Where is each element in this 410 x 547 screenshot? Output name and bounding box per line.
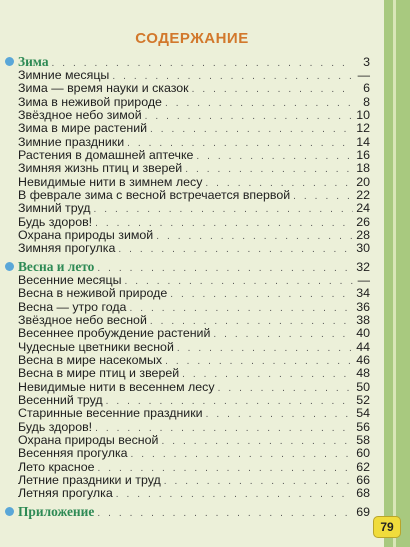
- toc-entry-label: Звёздное небо зимой: [18, 108, 142, 123]
- toc-entry-label: Весенняя прогулка: [18, 446, 128, 461]
- toc-entry-row: [18, 354, 370, 367]
- toc-entry-label: Невидимые нити в зимнем лесу: [18, 174, 203, 189]
- section-bullet-icon: [5, 57, 14, 66]
- toc-entry-row: [18, 69, 370, 82]
- toc-section-label: Весна и лето: [18, 258, 95, 274]
- toc-entry-row: [18, 327, 370, 340]
- dot-leader: [118, 243, 353, 256]
- toc-page-number: 16: [356, 148, 370, 163]
- toc-section-label: Приложение: [18, 503, 95, 519]
- toc-page-number: 46: [356, 352, 370, 367]
- toc-page-number: 54: [356, 406, 370, 421]
- toc-entry-row: [18, 109, 370, 122]
- toc-page-number: 8: [363, 94, 370, 109]
- toc-entry-label: Летняя прогулка: [18, 486, 113, 501]
- toc-page-number: 30: [356, 241, 370, 256]
- dot-leader: [165, 97, 353, 110]
- toc-page-number: 24: [356, 201, 370, 216]
- toc-entry-row: [18, 301, 370, 314]
- toc-entry-label: Весна — утро года: [18, 299, 127, 314]
- toc-page-number: —: [357, 68, 370, 82]
- toc-page-number: 52: [356, 392, 370, 407]
- toc-page-number: 22: [356, 188, 370, 203]
- toc-entry-row: [18, 216, 370, 229]
- toc-page-number: 44: [356, 339, 370, 354]
- toc-entry-label: Зимняя жизнь птиц и зверей: [18, 161, 183, 176]
- toc-entry-label: Зима — время науки и сказок: [18, 81, 189, 96]
- toc-entry-label: Весна в мире птиц и зверей: [18, 366, 180, 381]
- toc-entry-label: Весенний труд: [18, 392, 103, 407]
- dot-leader: [156, 230, 353, 243]
- dot-leader: [165, 355, 353, 368]
- dot-leader: [145, 110, 353, 123]
- page-number-badge: 79: [373, 516, 401, 538]
- toc-page-number: 26: [356, 214, 370, 229]
- toc-entry-label: Зима в неживой природе: [18, 94, 162, 109]
- dot-leader: [94, 203, 354, 216]
- toc-page-number: 56: [356, 419, 370, 434]
- toc-entry-label: Зимние праздники: [18, 134, 125, 149]
- dot-leader: [185, 163, 353, 176]
- toc-entry-row: [18, 96, 370, 109]
- toc-entry-row: [18, 434, 370, 447]
- side-decoration-stripe: [393, 0, 396, 547]
- toc-page-number: 68: [356, 486, 370, 501]
- dot-leader: [213, 328, 353, 341]
- toc-page-number: 40: [356, 326, 370, 341]
- toc-entry-row: [18, 149, 370, 162]
- toc-entry-label: В феврале зима с весной встречается впервой: [18, 188, 291, 203]
- toc-entry-row: [18, 274, 370, 287]
- dot-leader: [97, 506, 353, 521]
- toc-page-number: 28: [356, 228, 370, 243]
- toc-page-number: 66: [356, 472, 370, 487]
- toc-entry-label: Невидимые нити в весеннем лесу: [18, 379, 215, 394]
- toc-page-number: 18: [356, 161, 370, 176]
- toc-entry-label: Весна в неживой природе: [18, 286, 168, 301]
- toc-page-number: 50: [356, 379, 370, 394]
- toc-entry-row: [18, 176, 370, 189]
- side-decoration-band: [384, 0, 410, 547]
- toc-entry-label: Охрана природы весной: [18, 432, 159, 447]
- toc-entry-label: Чудесные цветники весной: [18, 339, 174, 354]
- dot-leader: [293, 190, 353, 203]
- toc-entry-row: [18, 367, 370, 380]
- toc-page-number: 6: [363, 81, 370, 96]
- section-bullet-icon: [5, 262, 14, 271]
- toc-page-number: 14: [356, 134, 370, 149]
- toc-page-number: 38: [356, 312, 370, 327]
- toc-page-number: 69: [356, 504, 370, 519]
- toc-page-number: 10: [356, 108, 370, 123]
- dot-leader: [150, 123, 353, 136]
- toc-entry-label: Зима в мире растений: [18, 121, 148, 136]
- toc-entry-row: [18, 394, 370, 407]
- toc-entry-row: [18, 314, 370, 327]
- toc-entry-row: [18, 202, 370, 215]
- toc-entry-label: Весенние месяцы: [18, 272, 122, 287]
- toc-page-number: 58: [356, 432, 370, 447]
- toc-entry-label: Растения в домашней аптечке: [18, 148, 194, 163]
- toc-entry-row: [18, 162, 370, 175]
- toc-entry-row: [18, 421, 370, 434]
- toc-entry-row: [18, 229, 370, 242]
- toc-section-label: Зима: [18, 54, 49, 69]
- toc-entry-row: [18, 136, 370, 149]
- dot-leader: [206, 408, 353, 421]
- toc-entry-label: Зимние месяцы: [18, 68, 110, 82]
- toc-page-number: 12: [356, 121, 370, 136]
- toc-section-row: [18, 504, 370, 519]
- toc-entry-label: Будь здоров!: [18, 419, 93, 434]
- toc-entry-label: Весеннее пробуждение растений: [18, 326, 211, 341]
- toc-entry-row: [18, 381, 370, 394]
- toc-entry-row: [18, 122, 370, 135]
- toc-entry-row: [18, 242, 370, 255]
- toc-entry-row: [18, 461, 370, 474]
- toc-entry-row: [18, 474, 370, 487]
- dot-leader: [161, 435, 353, 448]
- dot-leader: [131, 448, 353, 461]
- dot-leader: [192, 83, 353, 96]
- toc-entry-label: Летние праздники и труд: [18, 472, 161, 487]
- toc-section-row: [18, 54, 370, 69]
- toc-page-number: 48: [356, 366, 370, 381]
- section-bullet-icon: [5, 507, 14, 516]
- toc-page-number: 3: [363, 55, 370, 69]
- toc-entry-label: Охрана природы зимой: [18, 228, 154, 243]
- toc-entry-label: Старинные весенние праздники: [18, 406, 203, 421]
- dot-leader: [196, 150, 353, 163]
- dot-leader: [129, 302, 353, 315]
- toc-entry-row: [18, 189, 370, 202]
- toc-page-number: 34: [356, 286, 370, 301]
- toc-entry-label: Будь здоров!: [18, 214, 93, 229]
- toc-page-number: 62: [356, 459, 370, 474]
- toc-entry-label: Звёздное небо весной: [18, 312, 147, 327]
- table-of-contents: [18, 54, 370, 519]
- dot-leader: [170, 288, 353, 301]
- toc-entry-label: Зимний труд: [18, 201, 91, 216]
- toc-entry-row: [18, 407, 370, 420]
- toc-entry-label: Весна в мире насекомых: [18, 352, 163, 367]
- toc-entry-row: [18, 82, 370, 95]
- toc-page-number: —: [357, 272, 370, 287]
- dot-leader: [177, 342, 353, 355]
- dot-leader: [164, 475, 353, 488]
- toc-entry-row: [18, 341, 370, 354]
- toc-entry-row: [18, 447, 370, 460]
- toc-page-number: 60: [356, 446, 370, 461]
- dot-leader: [116, 488, 353, 501]
- toc-entry-row: [18, 287, 370, 300]
- toc-page-number: 20: [356, 174, 370, 189]
- page-title: СОДЕРЖАНИЕ: [135, 30, 249, 47]
- toc-section-row: [18, 259, 370, 274]
- toc-entry-row: [18, 487, 370, 500]
- dot-leader: [218, 382, 353, 395]
- toc-entry-label: Лето красное: [18, 459, 95, 474]
- toc-page-number: 32: [356, 259, 370, 274]
- toc-page-number: 36: [356, 299, 370, 314]
- toc-entry-label: Зимняя прогулка: [18, 241, 116, 256]
